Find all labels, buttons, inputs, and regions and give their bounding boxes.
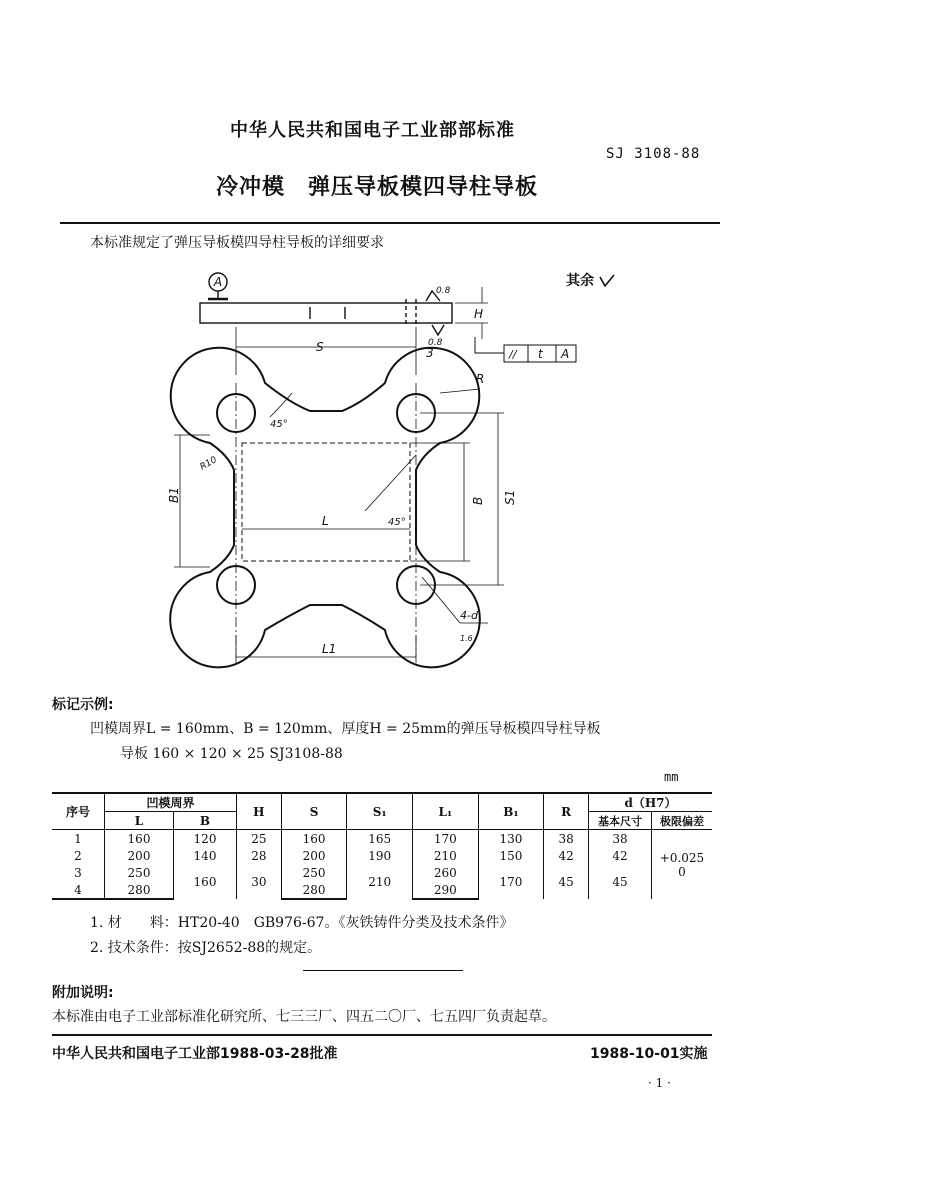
table-row — [52, 847, 712, 864]
cell-H: 28 — [237, 847, 282, 864]
cell-R: 45 — [544, 864, 589, 899]
dim-S1-label: S1 — [503, 489, 517, 505]
title-rule — [60, 222, 720, 224]
col-d-group: d（H7） — [589, 793, 713, 812]
cell-L1: 170 — [412, 830, 478, 848]
cell-L1: 210 — [412, 847, 478, 864]
guide-plate-drawing — [167, 265, 640, 675]
document-title: 冷冲模 弹压导板模四导柱导板 — [216, 175, 539, 200]
cell-B: 120 — [174, 830, 237, 848]
tol-t: t — [538, 347, 543, 361]
angle-45-bottom: 45° — [388, 517, 406, 528]
cell-no: 1 — [74, 831, 82, 846]
cell-B1: 170 — [478, 864, 544, 899]
cell-no: 4 — [52, 881, 105, 899]
cell-S: 250 — [281, 864, 347, 881]
cell-L: 160 — [105, 830, 174, 848]
plate-outline — [170, 348, 480, 667]
dim-S-label: S — [316, 340, 324, 354]
dim-L1-label: L1 — [322, 642, 337, 656]
note-technical: 2. 技术条件：按SJ2652-88的规定。 — [90, 940, 322, 956]
cell-S: 200 — [281, 847, 347, 864]
tol-A: A — [561, 347, 570, 361]
cell-B1: 150 — [478, 847, 544, 864]
example-heading: 标记示例: — [52, 697, 114, 713]
table-row — [52, 864, 712, 881]
dim-B-label: B — [471, 496, 485, 505]
cell-S1: 210 — [347, 864, 413, 899]
surface-note-text: 其余 — [566, 273, 594, 289]
tol-parallel: // — [509, 348, 517, 361]
col-R: R — [544, 793, 589, 830]
surface-note — [566, 270, 615, 290]
dim-R10-label: R10 — [198, 455, 219, 473]
cell-B: 160 — [174, 864, 237, 899]
col-L: L — [105, 812, 174, 830]
angle-45-top: 45° — [270, 419, 288, 430]
tol-upper: +0.025 — [659, 850, 705, 865]
cell-H: 25 — [237, 830, 282, 848]
plate-side-view — [200, 303, 452, 323]
col-H: H — [237, 793, 282, 830]
col-S1: S₁ — [347, 793, 413, 830]
cell-d-tolerance — [652, 830, 713, 900]
roughness-bottom: 0.8 — [428, 338, 443, 348]
cell-no: 2 — [74, 848, 82, 863]
cell-R: 38 — [544, 830, 589, 848]
cell-S1: 165 — [347, 830, 413, 848]
footer-rule — [52, 1034, 712, 1036]
cell-R: 42 — [544, 847, 589, 864]
cell-L1: 290 — [412, 881, 478, 899]
cell-S1: 190 — [347, 847, 413, 864]
hole-roughness: 1.6 — [460, 634, 473, 643]
cell-no: 3 — [74, 865, 82, 880]
col-B1: B₁ — [478, 793, 544, 830]
tol-lower: 0 — [678, 864, 686, 879]
table-row — [52, 830, 712, 848]
effective-date: 1988-10-01实施 — [590, 1046, 708, 1062]
unit-label: mm — [664, 770, 679, 784]
cell-B: 140 — [174, 847, 237, 864]
cell-S: 160 — [281, 830, 347, 848]
col-d-basic: 基本尺寸 — [589, 812, 652, 830]
cell-d: 45 — [589, 864, 652, 899]
addendum-heading: 附加说明: — [52, 985, 114, 1001]
cell-L1: 260 — [412, 864, 478, 881]
note-material: 1. 材 料：HT20-40 GB976-67。《灰铁铸件分类及技术条件》 — [90, 915, 514, 931]
notes-divider — [303, 970, 463, 971]
cell-d: 42 — [589, 847, 652, 864]
dim-L-label: L — [322, 514, 329, 528]
col-no: 序号 — [52, 793, 105, 830]
dim-R-label: R — [476, 372, 485, 386]
page-number: · 1 · — [648, 1076, 671, 1090]
example-line-2: 导板 160 × 120 × 25 SJ3108-88 — [120, 746, 343, 762]
cell-L: 200 — [105, 847, 174, 864]
approval-note: 中华人民共和国电子工业部1988-03-28批准 — [52, 1046, 338, 1062]
cell-H: 30 — [237, 864, 282, 899]
col-L1: L₁ — [412, 793, 478, 830]
cell-L: 280 — [105, 881, 174, 899]
cell-S: 280 — [281, 881, 347, 899]
roughness-top: 0.8 — [436, 286, 451, 296]
example-line-1: 凹模周界L = 160mm、B = 120mm、厚度H = 25mm的弹压导板模四导柱导板 — [90, 721, 601, 737]
col-die-perimeter: 凹模周界 — [105, 793, 237, 812]
standard-org-title: 中华人民共和国电子工业部部标准 — [230, 120, 515, 141]
dim-H-label: H — [474, 307, 484, 321]
cell-B1: 130 — [478, 830, 544, 848]
standard-code: SJ 3108-88 — [606, 146, 701, 162]
intro-text: 本标准规定了弹压导板模四导柱导板的详细要求 — [90, 235, 384, 251]
dim-B1-label: B1 — [167, 487, 181, 503]
dim-3-label: 3 — [426, 346, 434, 360]
col-d-tolerance: 极限偏差 — [652, 812, 713, 830]
col-B: B — [174, 812, 237, 830]
holes-label: 4-d — [460, 609, 478, 622]
col-S: S — [281, 793, 347, 830]
cell-L: 250 — [105, 864, 174, 881]
die-perimeter-outline — [242, 443, 410, 561]
cell-d: 38 — [589, 830, 652, 848]
datum-label: A — [213, 275, 223, 289]
roughness-symbol-icon — [599, 274, 615, 288]
addendum-text: 本标准由电子工业部标准化研究所、七三三厂、四五二〇厂、七五四厂负责起草。 — [52, 1009, 556, 1025]
spec-table — [52, 792, 712, 900]
